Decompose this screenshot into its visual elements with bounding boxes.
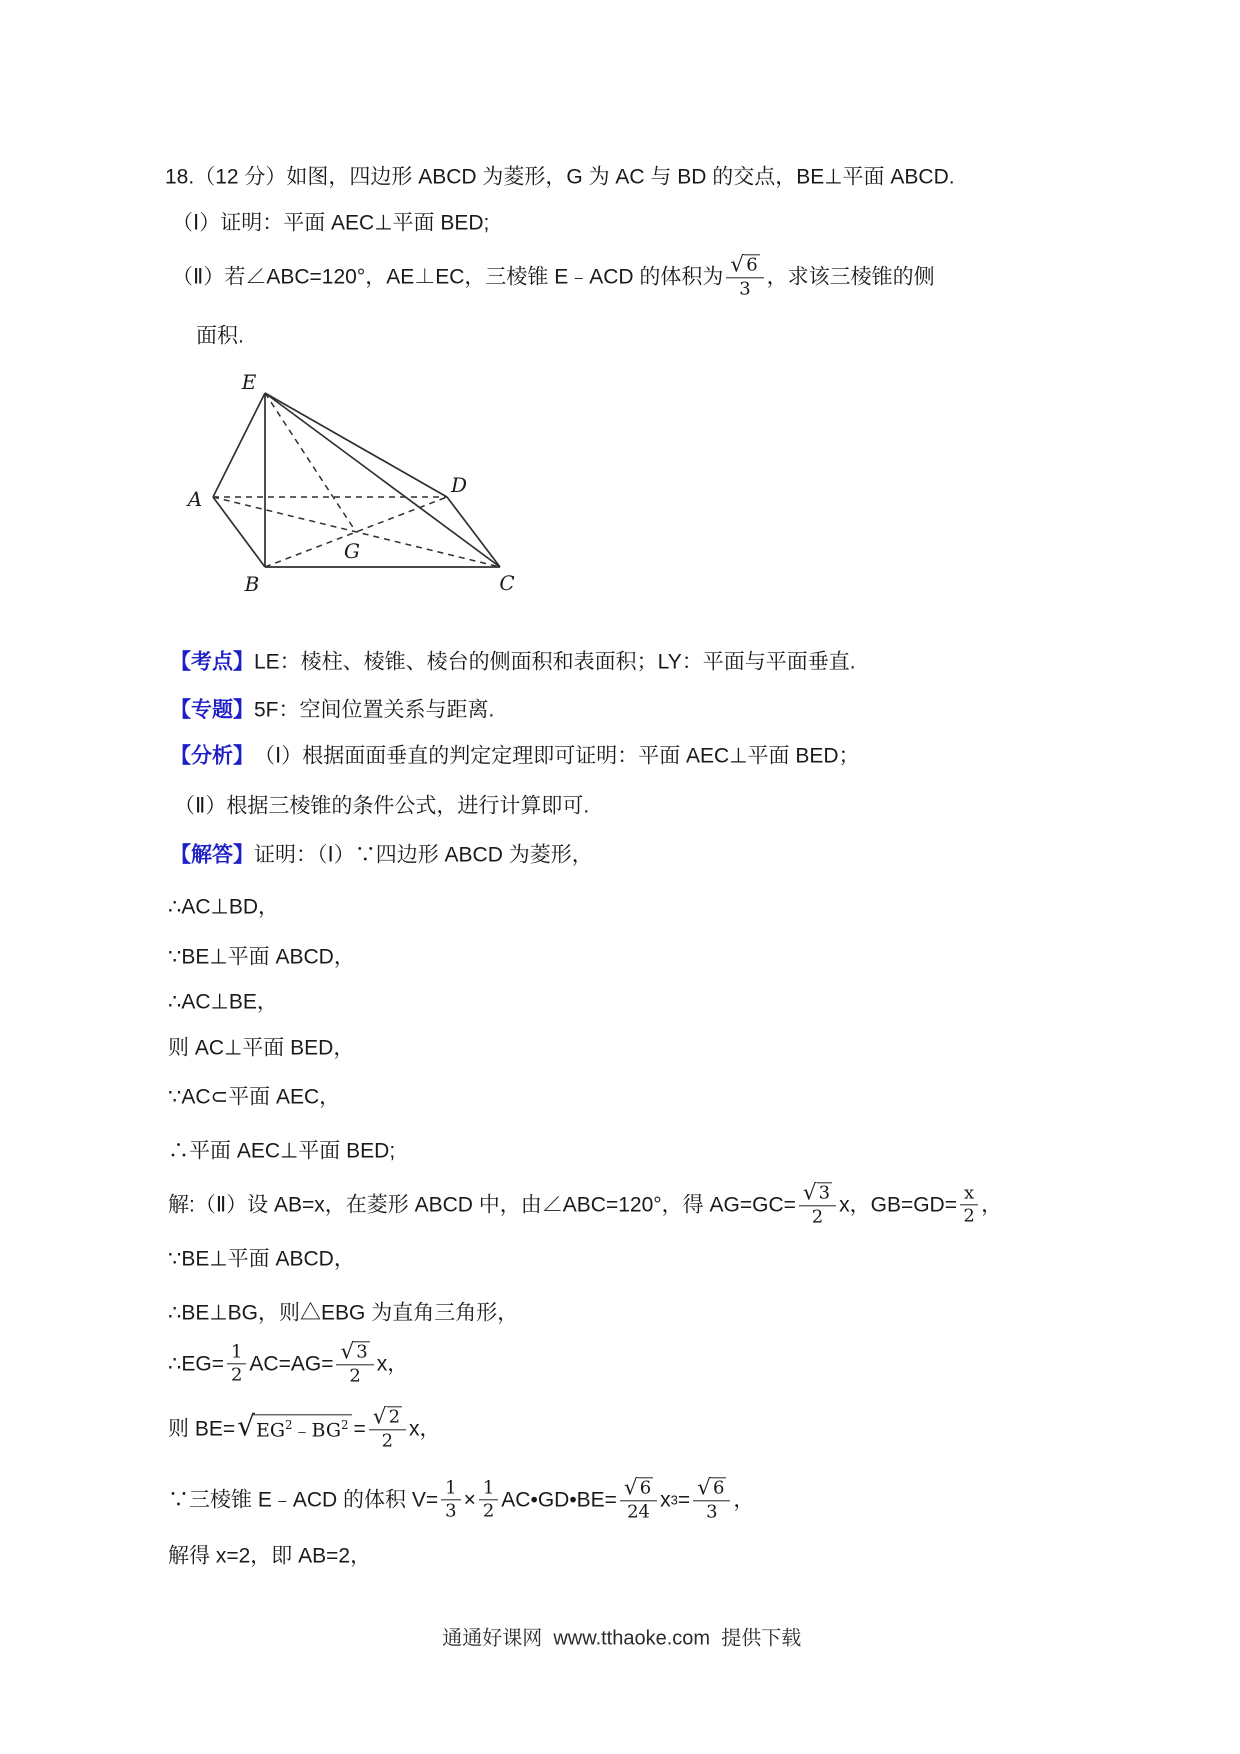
fraction-denominator: 24: [627, 1501, 651, 1522]
text-segment: 解:（Ⅱ）设 AB=x，在菱形 ABCD 中，由∠ABC=120°，得 AG=GC=: [168, 1193, 796, 1217]
text-segment: ∴AC⊥BE，: [168, 990, 278, 1014]
radical-expression: [237, 1409, 351, 1444]
text-segment: EG: [255, 1419, 286, 1442]
proof-step-1: [168, 893, 279, 920]
text-segment: ﹣BG: [292, 1419, 342, 1442]
part1-question: [172, 209, 489, 236]
vertex-label-B: B: [244, 572, 260, 596]
fraction-numerator: [369, 1406, 406, 1430]
fraction-numerator: 1: [227, 1342, 246, 1365]
vertex-label-G: G: [344, 539, 360, 563]
text-segment: 则 AC⊥平面 BED，: [168, 1036, 355, 1060]
text-segment: x，: [409, 1417, 441, 1441]
sqrt-icon: √: [697, 1475, 711, 1501]
solution-step-7: [168, 1542, 371, 1569]
section-label: 【分析】: [170, 744, 254, 768]
fraction-denominator: 2: [811, 1206, 824, 1227]
text-segment: ，: [981, 1193, 1003, 1217]
text-segment: ，求该三棱锥的侧: [766, 265, 935, 289]
text-segment: AC=AG=: [249, 1352, 334, 1376]
proof-step-4: [168, 1034, 354, 1061]
text-segment: ×: [463, 1488, 476, 1512]
radical-content: [253, 1415, 352, 1444]
fenxi-line-2: [174, 792, 589, 819]
sqrt-argument: 6: [746, 254, 758, 276]
proof-step-6: [168, 1137, 395, 1164]
text-segment: （Ⅱ）根据三棱锥的条件公式，进行计算即可.: [174, 794, 590, 818]
text-segment: ∵AC⊂平面 AEC，: [168, 1085, 341, 1109]
footer-text: 通通好课网 www.tthaoke.com 提供下载: [442, 1627, 802, 1650]
fraction: [693, 1477, 730, 1522]
solution-step-2: [168, 1245, 355, 1272]
sqrt-icon: √: [237, 1409, 255, 1443]
solution-step-4: [168, 1341, 408, 1386]
superscript: 2: [285, 1418, 293, 1433]
section-label: 【解答】: [170, 843, 254, 867]
fraction-denominator: 2: [349, 1365, 361, 1386]
text-segment: x: [660, 1488, 671, 1512]
text-segment: ∴EG=: [168, 1352, 224, 1376]
fraction-numerator: 1: [441, 1478, 460, 1501]
edge-CD: [447, 497, 500, 567]
text-segment: 面积.: [196, 324, 244, 348]
text-segment: ∵三棱锥 E﹣ACD 的体积 V=: [168, 1488, 439, 1512]
fraction: [479, 1478, 498, 1522]
fraction-numerator: [620, 1477, 657, 1501]
vertex-label-E: E: [241, 370, 257, 394]
fraction: [441, 1478, 460, 1522]
fraction-numerator: x: [960, 1183, 978, 1206]
vertex-label-C: C: [499, 571, 515, 595]
text-segment: LE：棱柱、棱锥、棱台的侧面积和表面积；LY：平面与平面垂直.: [254, 650, 856, 674]
fenxi-line-1: [170, 742, 860, 769]
proof-step-2: [168, 943, 355, 970]
sqrt-argument: 3: [818, 1182, 831, 1204]
fraction-numerator: 1: [479, 1478, 498, 1501]
solution-step-5: [168, 1406, 441, 1451]
fraction: [726, 254, 763, 299]
sqrt-icon: √: [340, 1339, 355, 1365]
proof-step-5: [168, 1083, 340, 1110]
text-segment: =: [677, 1488, 691, 1512]
page-footer: [420, 1599, 801, 1674]
fraction-numerator: [693, 1477, 730, 1501]
text-segment: ∴平面 AEC⊥平面 BED;: [168, 1139, 396, 1163]
text-segment: ∵BE⊥平面 ABCD，: [168, 1247, 355, 1271]
sqrt-icon: √: [802, 1180, 817, 1206]
text-segment: =: [353, 1417, 366, 1441]
sqrt-argument: 2: [388, 1406, 401, 1428]
fraction: [960, 1183, 978, 1227]
part2-question-continuation: [196, 322, 244, 349]
text-segment: （Ⅰ）证明：平面 AEC⊥平面 BED;: [172, 211, 490, 235]
text-segment: 18.（12 分）如图，四边形 ABCD 为菱形，G 为 AC 与 BD 的交点，BE⊥平面 ABCD.: [165, 165, 955, 189]
superscript: 2: [341, 1418, 349, 1433]
fraction: [799, 1182, 836, 1227]
fraction-numerator: [336, 1341, 373, 1365]
text-segment: （Ⅰ）根据面面垂直的判定定理即可证明：平面 AEC⊥平面 BED；: [254, 744, 860, 768]
text-segment: x，GB=GD=: [839, 1193, 957, 1217]
text-segment: ∴BE⊥BG，则△EBG 为直角三角形，: [168, 1301, 519, 1325]
sqrt-icon: √: [730, 252, 745, 278]
vertex-label-A: A: [187, 487, 203, 511]
zhuanti-line: [170, 696, 494, 723]
edge-EA: [213, 393, 265, 497]
fraction-denominator: 2: [963, 1205, 975, 1227]
text-segment: ，: [733, 1488, 755, 1512]
proof-step-3: [168, 988, 278, 1015]
fraction-denominator: 2: [381, 1430, 394, 1451]
part2-question: [172, 254, 935, 299]
sqrt-icon: √: [372, 1404, 387, 1430]
fraction: [620, 1477, 657, 1522]
text-segment: 5F：空间位置关系与距离.: [254, 698, 495, 722]
edge-ED: [265, 393, 447, 497]
fraction-numerator: [799, 1182, 836, 1206]
fraction: [369, 1406, 406, 1451]
solution-step-1: [168, 1182, 1002, 1227]
sqrt-argument: 3: [356, 1341, 368, 1363]
solution-step-3: [168, 1299, 518, 1326]
text-segment: x，: [376, 1352, 409, 1376]
jieda-line: [170, 841, 593, 868]
solution-step-6: ∵三棱锥 E﹣ACD 的体积 V= $\frac{1}{3}$ × $\frac{1}{2}$ AC•GD•BE= √ 6 24 x 3 = √ 6 3 ，: [168, 1475, 755, 1522]
fraction-denominator: 2: [230, 1364, 243, 1386]
text-segment: 则 BE=: [168, 1417, 236, 1441]
fraction: [336, 1341, 373, 1386]
text-segment: 证明：（Ⅰ）∵四边形 ABCD 为菱形，: [254, 843, 593, 867]
fraction: [227, 1342, 246, 1386]
fraction-numerator: [726, 254, 763, 278]
fraction-denominator: 3: [739, 278, 751, 299]
text-segment: （Ⅱ）若∠ABC=120°，AE⊥EC，三棱锥 E﹣ACD 的体积为: [172, 265, 724, 289]
text-segment: AC•GD•BE=: [501, 1488, 617, 1512]
edge-EG: [265, 393, 356, 532]
text-segment: ∵BE⊥平面 ABCD，: [168, 945, 355, 969]
sqrt-icon: √: [623, 1475, 638, 1501]
kaodian-line: [170, 648, 856, 675]
text-segment: 解得 x=2，即 AB=2，: [168, 1544, 372, 1568]
fraction-denominator: 3: [445, 1500, 457, 1522]
sqrt-argument: 6: [639, 1477, 652, 1499]
fraction-denominator: 2: [482, 1500, 495, 1522]
vertex-label-D: D: [450, 473, 468, 497]
fraction-denominator: 3: [706, 1501, 718, 1522]
sqrt-argument: 6: [712, 1477, 725, 1499]
problem-statement: [165, 163, 955, 190]
section-label: 【考点】: [170, 650, 254, 674]
section-label: 【专题】: [170, 698, 254, 722]
text-segment: ∴AC⊥BD，: [168, 895, 279, 919]
geometry-figure: [175, 356, 525, 602]
